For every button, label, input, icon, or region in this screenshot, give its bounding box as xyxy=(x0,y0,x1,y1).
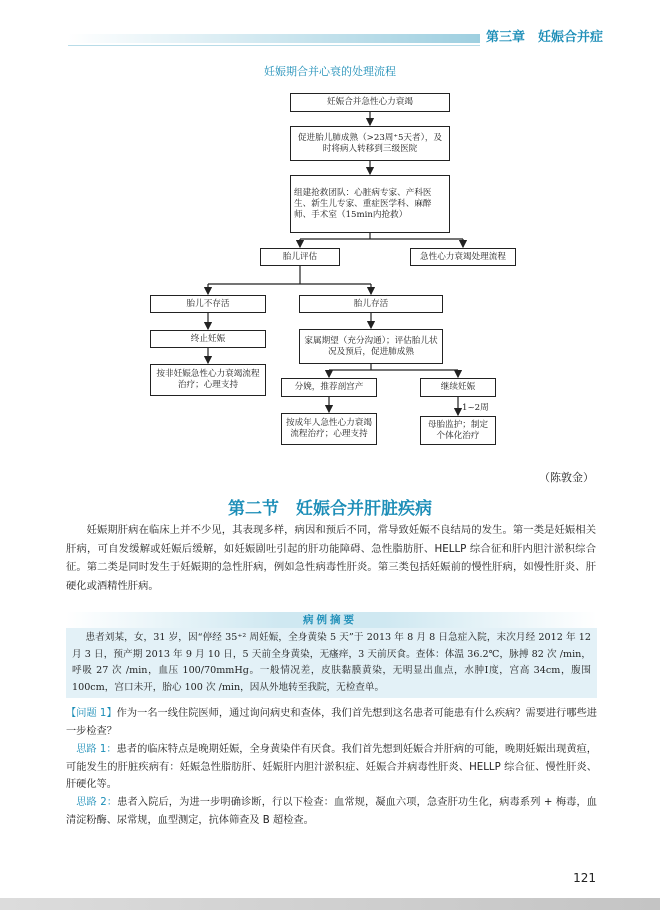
page-number: 121 xyxy=(573,871,596,885)
case-title: 病例摘要 xyxy=(303,614,357,626)
intro-paragraph xyxy=(66,521,596,595)
flow-box-family-expectation: 家属期望（充分沟通）；评估胎儿状况及预后，促进肺成熟 xyxy=(299,329,443,364)
question-1-text: 作为一名一线住院医师，通过询问病史和查体，我们首先想到这名患者可能患有什么疾病？需要进行哪些进一步检查？ xyxy=(66,708,597,737)
idea-2 xyxy=(66,794,597,829)
flow-box-promote-lung-maturity: 促进胎儿肺成熟（>23周⁺5天者），及时将病人转移到三级医院 xyxy=(290,126,450,161)
flow-box-fetal-assessment: 胎儿评估 xyxy=(260,248,340,266)
flow-box-heart-failure-protocol: 急性心力衰竭处理流程 xyxy=(410,248,516,266)
author: （陈敦金） xyxy=(539,471,594,484)
flow-box-nonpregnant-protocol: 按非妊娠急性心力衰竭流程治疗；心理支持 xyxy=(150,364,266,396)
flow-box-delivery-cesarean: 分娩，推荐剖宫产 xyxy=(281,378,377,397)
idea-1-tag: 思路 1： xyxy=(76,744,117,755)
flow-box-rescue-team: 组建抢救团队：心脏病专家、产科医生、新生儿专家、重症医学科、麻醉师、手术室（15min内抢救） xyxy=(290,175,450,233)
flow-box-acute-heart-failure: 妊娠合并急性心力衰竭 xyxy=(290,93,450,112)
idea-1 xyxy=(66,741,597,794)
flow-box-continue-pregnancy: 继续妊娠 xyxy=(420,378,496,397)
question-1-tag: 【问题 1】 xyxy=(66,708,117,719)
flow-box-adult-protocol: 按成年人急性心力衰竭流程治疗；心理支持 xyxy=(281,413,377,445)
flow-label-weeks: 1~2周 xyxy=(462,403,489,413)
flow-box-fetus-viable: 胎儿存活 xyxy=(299,295,443,313)
idea-2-text: 患者入院后，为进一步明确诊断，行以下检查：血常规，凝血六项，急查肝功生化，病毒系列 + 梅毒，血清淀粉酶、尿常规，血型测定，抗体筛查及 B 超检查。 xyxy=(66,797,597,826)
case-summary: 患者刘某，女，31 岁，因“停经 35⁺² 周妊娠，全身黄染 5 天”于 2013 年 8 月 8 日急症入院，末次月经 2012 年 12 月 3 日，预产期 2013 年 9 月 10 日，5 天前全身黄染，无瘙痒，3 天前厌食。查体：体温 36.2℃，脉搏 82 次 /min，呼吸 27 次 /min，血压 100/70mmHg。一般情况差，皮肤黏膜黄染，无明显出血点，水肿Ⅰ度，宫高 34cm，腹围 100cm，宫口未开，胎心 100 次 /min，因从外地转至我院，无检查单。 xyxy=(66,628,597,698)
question-1 xyxy=(66,705,597,740)
idea-2-tag: 思路 2： xyxy=(76,797,118,808)
flow-box-monitoring: 母胎监护；制定个体化治疗 xyxy=(420,416,496,445)
footer-bar xyxy=(0,898,660,910)
chapter-header: 第三章 妊娠合并症 xyxy=(486,30,604,45)
intro-text: 妊娠期肝病在临床上并不少见，其表现多样，病因和预后不同，常导致妊娠不良结局的发生。第一类是妊娠相关肝病，可自发缓解或妊娠后缓解，如妊娠剧吐引起的肝功能障碍、急性脂肪肝、HELLP 综合征和肝内胆汁淤积综合征。第二类是同时发生于妊娠期的急性肝病，例如急性病毒性肝炎。第三类包括妊娠前的慢性肝病，如慢性肝炎、肝硬化或酒精性肝病。 xyxy=(66,524,596,592)
idea-1-text: 患者的临床特点是晚期妊娠，全身黄染伴有厌食。我们首先想到妊娠合并肝病的可能，晚期妊娠出现黄疸，可能发生的肝脏疾病有：妊娠急性脂肪肝、妊娠肝内胆汁淤积症、妊娠合并病毒性肝炎、HELLP 综合征、慢性肝炎、肝硬化等。 xyxy=(66,744,597,790)
flowchart-title: 妊娠期合并心衰的处理流程 xyxy=(264,65,396,78)
section-title: 第二节 妊娠合并肝脏疾病 xyxy=(228,499,432,519)
flow-box-terminate-pregnancy: 终止妊娠 xyxy=(150,330,266,348)
flow-box-fetus-not-viable: 胎儿不存活 xyxy=(150,295,266,313)
